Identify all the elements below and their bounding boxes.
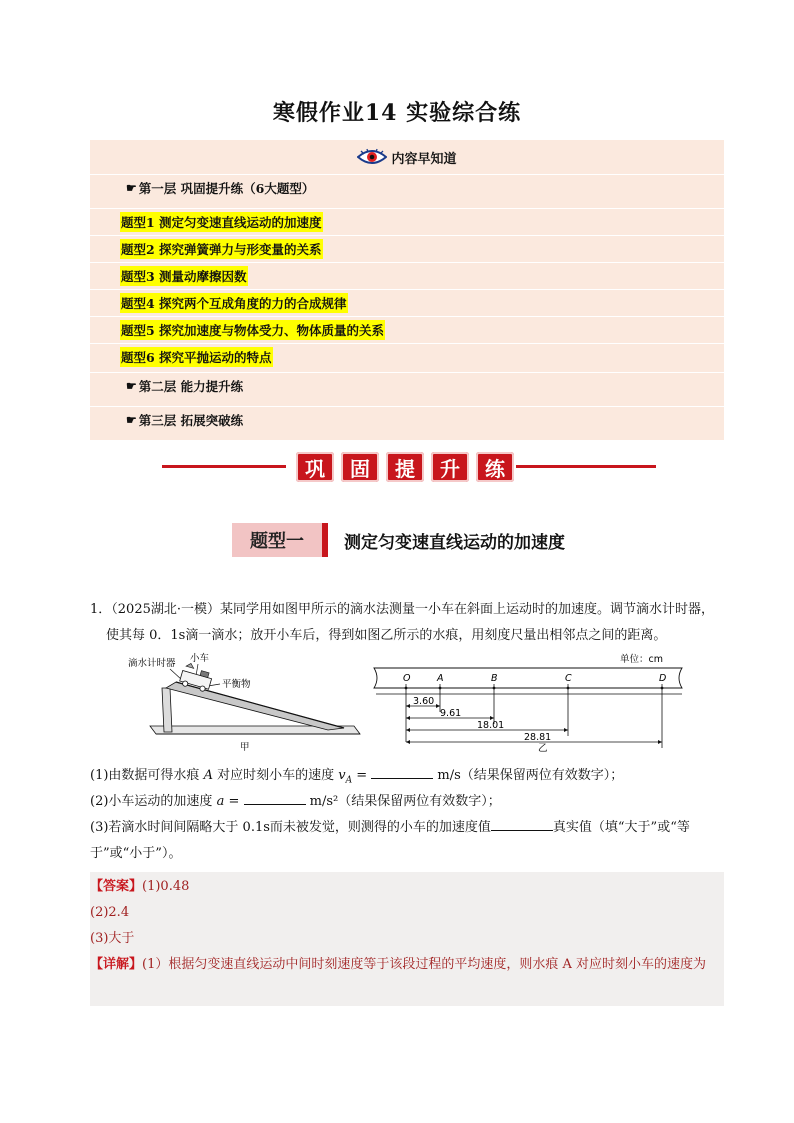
banner-char: 提 [386, 452, 424, 482]
label-car: 小车 [190, 653, 210, 664]
unit-label: 单位：cm [620, 654, 663, 665]
point-label-C: C [565, 673, 572, 684]
dimension-value: 18.01 [477, 720, 505, 731]
dimension-arrow [406, 740, 410, 744]
water-mark-A [439, 687, 442, 690]
var-a: a [216, 794, 225, 809]
dimension-value: 28.81 [524, 732, 552, 743]
point-label-O: O [403, 673, 411, 684]
sub-question-1: (1)由数据可得水痕 A 对应时刻小车的速度 $v_A = m/s$（结果保留两位有效数字）； [90, 763, 724, 794]
contents-heading: 内容早知道 [90, 140, 724, 174]
point-label-A: A [437, 673, 444, 684]
dimension-arrow [406, 716, 410, 720]
dimension-arrow [658, 740, 662, 744]
answer-line-1: 【答案】(1)0.48 [90, 879, 190, 894]
pointing-hand-icon: ☛ [126, 378, 137, 393]
question-intro: 1．（2025湖北·一模）某同学用如图甲所示的滴水法测量一小车在斜面上运动时的加速度。调节滴水计时器，使其每 0．1s滴一滴水；放开小车后，得到如图乙所示的水痕，用刻度尺量出相邻点之间的距离。 [90, 602, 714, 643]
banner-char: 练 [476, 452, 514, 482]
figure-water-marks [366, 648, 692, 756]
var-vA: v [338, 768, 346, 783]
point-label-B: B [491, 673, 498, 684]
section-tag: 题型一 [232, 523, 328, 557]
dimension-arrow [406, 704, 410, 708]
answer-block [90, 872, 724, 1006]
toc-level-1[interactable]: ☛ 第一层 巩固提升练（6大题型） [90, 174, 724, 200]
eye-icon [357, 148, 387, 166]
point-label-D: D [659, 673, 667, 684]
answer-line-2: (2)2.4 [90, 905, 130, 920]
dimension-arrow [564, 728, 568, 732]
banner-char: 升 [431, 452, 469, 482]
water-mark-O [405, 687, 408, 690]
banner-char: 固 [341, 452, 379, 482]
toc-type-3[interactable]: 题型3 测量动摩擦因数 [90, 262, 724, 288]
dimension-arrow [406, 728, 410, 732]
figure-incline [124, 648, 364, 756]
contents-box [90, 140, 724, 440]
banner-line-right [516, 465, 656, 468]
answer-blank-3[interactable] [491, 816, 553, 831]
water-mark-D [661, 687, 664, 690]
label-weight: 平衡物 [222, 679, 251, 690]
dimension-value: 9.61 [440, 708, 462, 719]
banner-char: 巩 [296, 452, 334, 482]
toc-type-1[interactable]: 题型1 测定匀变速直线运动的加速度 [90, 208, 724, 234]
water-mark-B [493, 687, 496, 690]
label-timer: 滴水计时器 [128, 658, 176, 669]
page-title: 寒假作业14 实验综合练 [272, 100, 522, 126]
toc-type-5[interactable]: 题型5 探究加速度与物体受力、物体质量的关系 [90, 316, 724, 342]
pointing-hand-icon: ☛ [126, 180, 137, 195]
var-A: A [203, 768, 213, 783]
figure-b-caption: 乙 [538, 743, 548, 754]
water-mark-C [567, 687, 570, 690]
answer-line-3: (3)大于 [90, 931, 135, 946]
section-title: 测定匀变速直线运动的加速度 [344, 533, 565, 553]
sub-question-3: (3)若滴水时间间隔略大于 0.1s而未被发觉，则测得的小车的加速度值 真实值（填“大于”或“等于”或“小于”）。 [90, 815, 724, 867]
toc-type-2[interactable]: 题型2 探究弹簧弹力与形变量的关系 [90, 235, 724, 261]
var-vA-sub: A [345, 775, 353, 786]
answer-blank-2[interactable] [244, 790, 306, 805]
figure-a-caption: 甲 [240, 742, 250, 753]
toc-level-3[interactable]: ☛ 第三层 拓展突破练 [90, 406, 724, 432]
sub-question-2: (2)小车运动的加速度 a = m/s²（结果保留两位有效数字）； [90, 789, 724, 815]
dimension-value: 3.60 [413, 696, 435, 707]
banner-line-left [162, 465, 286, 468]
toc-type-4[interactable]: 题型4 探究两个互成角度的力的合成规律 [90, 289, 724, 315]
toc-level-2[interactable]: ☛ 第二层 能力提升练 [90, 372, 724, 398]
pointing-hand-icon: ☛ [126, 412, 137, 427]
answer-detail: 【详解】(1）根据匀变速直线运动中间时刻速度等于该段过程的平均速度，则水痕 A 对应时刻小车的速度为 [90, 957, 707, 972]
toc-type-6[interactable]: 题型6 探究平抛运动的特点 [90, 343, 724, 369]
answer-blank-1[interactable] [371, 764, 433, 779]
